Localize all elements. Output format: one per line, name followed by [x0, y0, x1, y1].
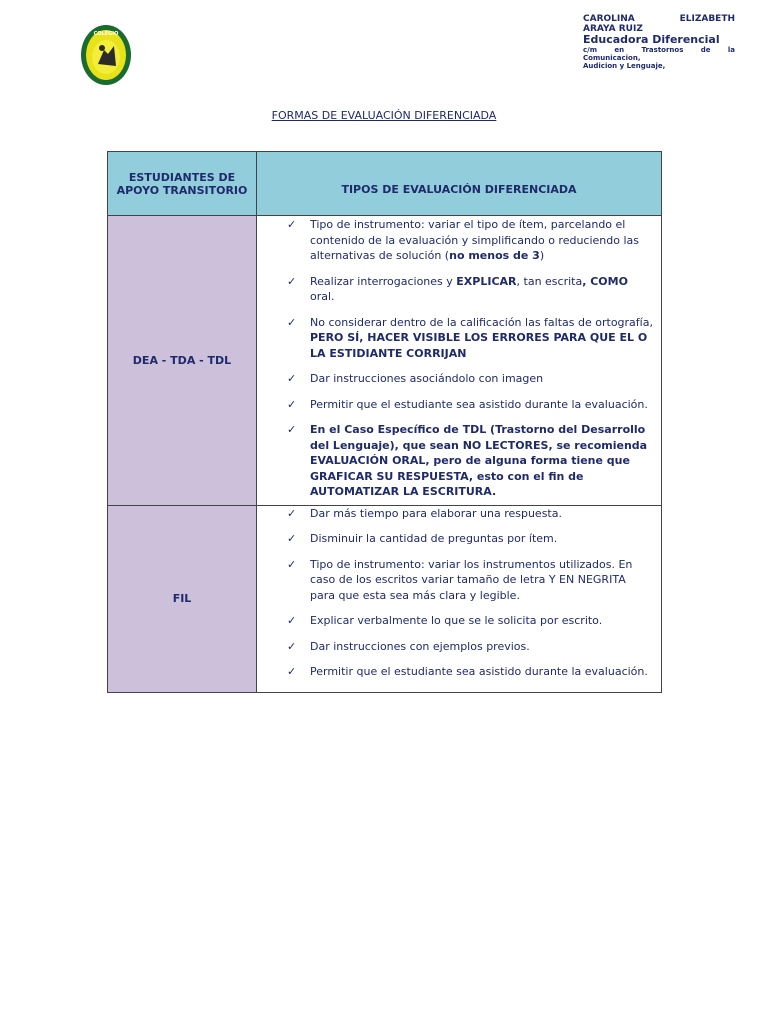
row-items-fil [257, 505, 662, 692]
evaluation-table [107, 151, 662, 693]
list-item: ✓ Disminuir la cantidad de preguntas por ítem. [287, 532, 558, 545]
check-icon: ✓ [287, 557, 297, 571]
check-icon: ✓ [287, 532, 297, 545]
list-item: ✓ En el Caso Específico de TDL (Trastorno del Desarrollo del Lenguaje), que sean NO LECTORES, se recomienda EVALUACIÓN ORAL, pero de alguna forma tiene que GRAFICAR SU RESPUESTA, esto con el fin de AUTOMATIZAR LA ESCRITURA. [287, 423, 648, 498]
author-spec-line2: Comunicacion, [583, 54, 641, 62]
author-header [583, 14, 735, 70]
list-item: ✓ No considerar dentro de la calificación las faltas de ortografía, PERO SÍ, HACER VISIBLE LOS ERRORES PARA QUE EL O LA ESTIDIANTE CORRIJAN [287, 315, 653, 360]
list-item: ✓ Dar instrucciones con ejemplos previos. [287, 639, 530, 653]
author-role: Educadora Diferencial [583, 33, 720, 46]
check-icon: ✓ [287, 665, 297, 678]
table-header-row [108, 152, 662, 216]
row-items-dea [257, 216, 662, 506]
list-item: ✓ Permitir que el estudiante sea asistido durante la evaluación. [287, 665, 648, 678]
row-label-fil: FIL [108, 505, 257, 692]
check-icon: ✓ [287, 614, 297, 627]
col1-header: ESTUDIANTES DE APOYO TRANSITORIO [108, 152, 257, 216]
list-item: ✓ Tipo de instrumento: variar el tipo de ítem, parcelando el contenido de la evaluación y simplificando o reduciendo las alternativas de solución (no menos de 3) [287, 218, 640, 262]
author-name-line2: ARAYA RUIZ [583, 24, 643, 34]
list-item: ✓ Dar instrucciones asociándolo con imagen [287, 372, 544, 385]
check-icon: ✓ [287, 218, 297, 231]
list-item: ✓ Explicar verbalmente lo que se le solicita por escrito. [287, 614, 603, 627]
table-row [108, 505, 662, 692]
check-icon: ✓ [287, 372, 297, 385]
check-icon: ✓ [287, 506, 297, 520]
author-spec-line1: c/m en Trastornos de la [583, 46, 735, 54]
list-item: ✓ Dar más tiempo para elaborar una respuesta. [287, 506, 562, 520]
check-icon: ✓ [287, 315, 297, 329]
list-item: ✓ Realizar interrogaciones y EXPLICAR, tan escrita, COMO oral. [287, 274, 628, 303]
check-icon: ✓ [287, 639, 297, 653]
document-title: FORMAS DE EVALUACIÓN DIFERENCIADA [271, 109, 497, 122]
col2-header: TIPOS DE EVALUACIÓN DIFERENCIADA [257, 152, 662, 216]
item-list-fil [258, 506, 660, 680]
author-name-line1: CAROLINA ELIZABETH [583, 14, 735, 24]
author-spec-line3: Audicion y Lenguaje, [583, 62, 666, 70]
list-item: ✓ Permitir que el estudiante sea asistido durante la evaluación. [287, 397, 648, 411]
list-item: ✓ Tipo de instrumento: variar los instrumentos utilizados. En caso de los escritos variar tamaño de letra Y EN NEGRITA para que esta sea más clara y legible. [287, 557, 633, 602]
school-logo [80, 24, 132, 86]
check-icon: ✓ [287, 423, 297, 436]
row-label-dea: DEA - TDA - TDL [108, 216, 257, 506]
check-icon: ✓ [287, 274, 297, 288]
check-icon: ✓ [287, 397, 297, 411]
table-row [108, 216, 662, 506]
svg-text:COLEGIO: COLEGIO [93, 31, 119, 37]
item-list-dea [258, 217, 660, 500]
